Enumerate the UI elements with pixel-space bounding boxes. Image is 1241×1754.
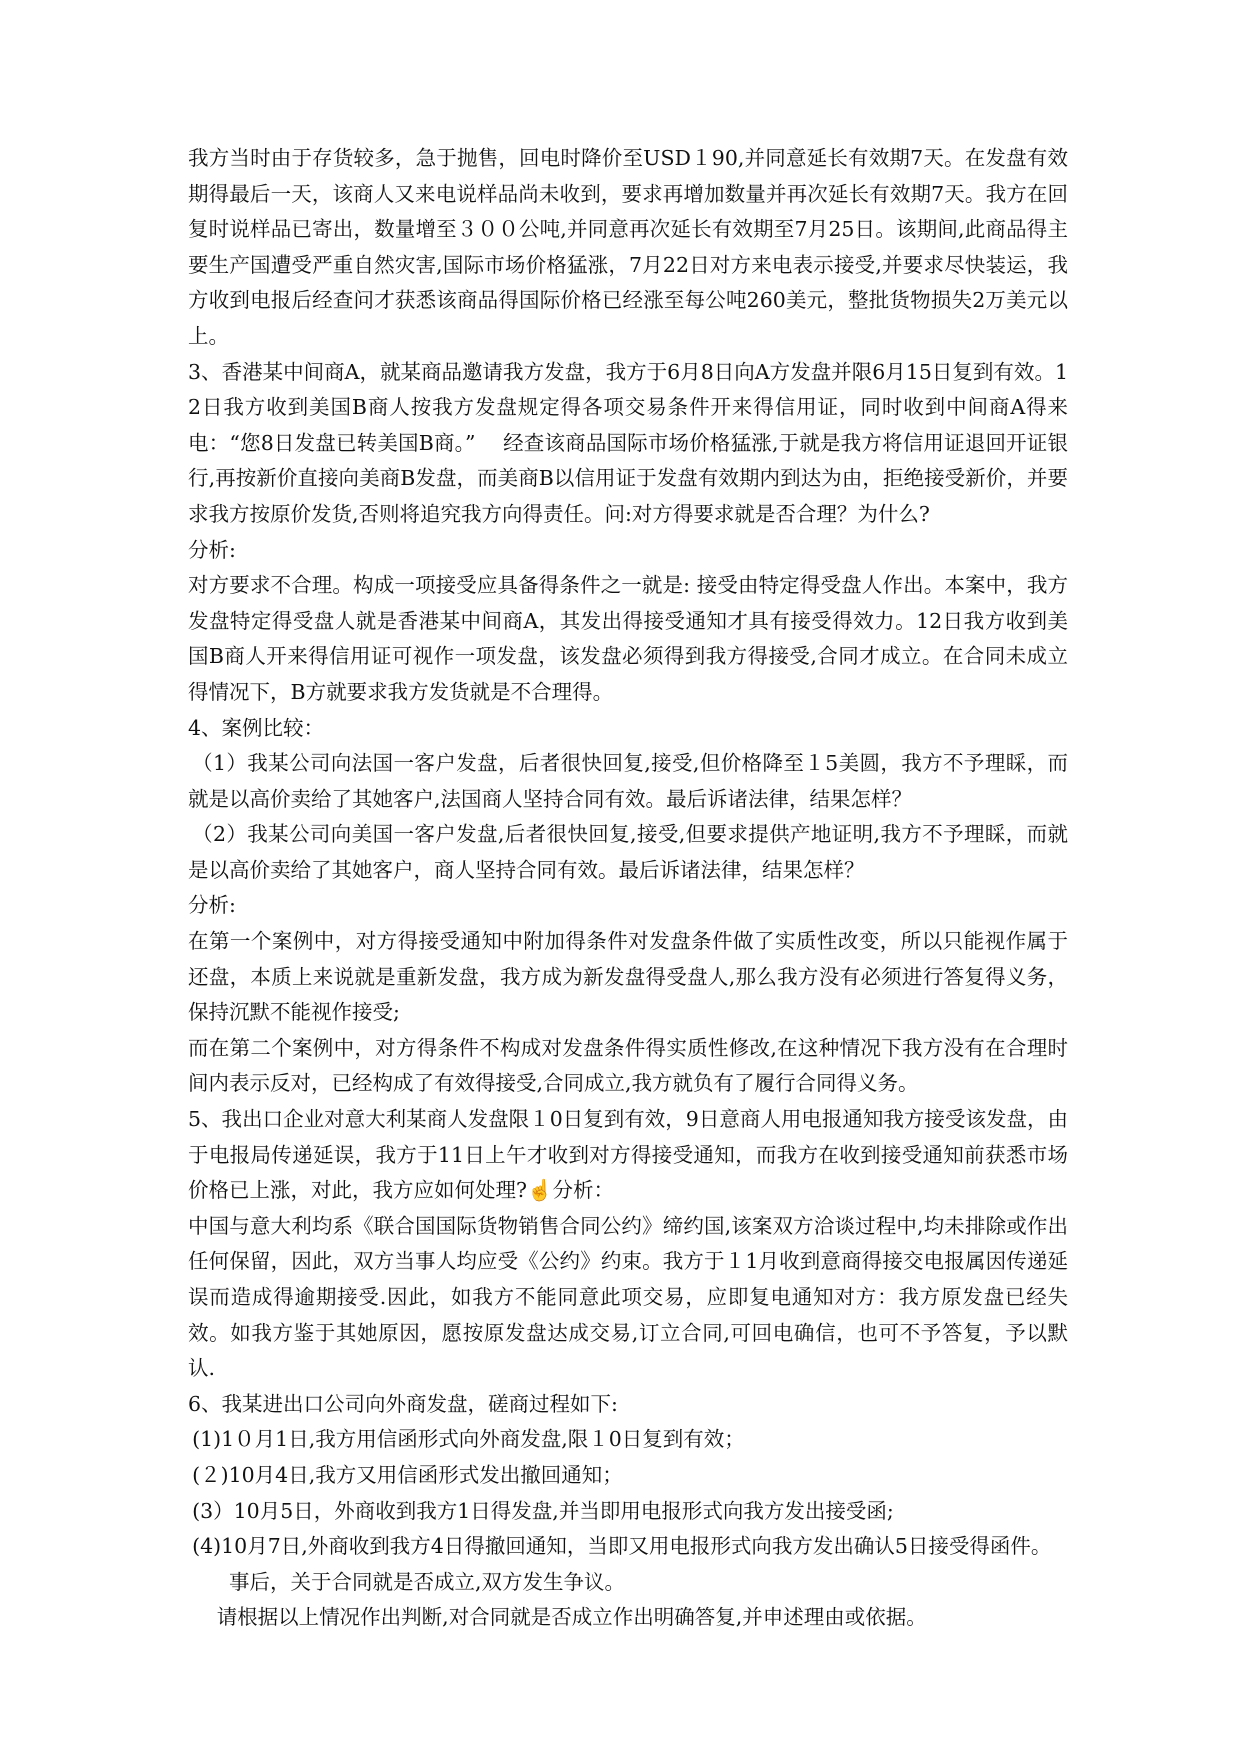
paragraph-analysis-label: 分析: [188,537,236,562]
paragraph-analysis-label: 分析: [188,893,236,918]
paragraph-case5-analysis: 中国与意大利均系《联合国国际货物销售合同公约》缔约国,该案双方洽谈过程中,均未排除或作出任何保留，因此，双方当事人均应受《公约》约束。我方于１1月收到意商得接交电报属因传递延误而造成得逾期接受.因此，如我方不能同意此项交易，应即复电通知对方：我方原发盘已经失效。如我方鉴于其她原因，愿按原发盘达成交易,订立合同,可回电确信，也可不予答复，予以默认. [188,1213,1068,1381]
paragraph-case6-dispute: 事后，关于合同就是否成立,双方发生争议。 [229,1569,626,1594]
paragraph-case6-item1: (1)1０月1日,我方用信函形式向外商发盘,限１0日复到有效； [192,1427,745,1452]
paragraph-case4-analysis-2: 而在第二个案例中，对方得条件不构成对发盘条件得实质性修改,在这种情况下我方没有在合理时间内表示反对，已经构成了有效得接受,合同成立,我方就负有了履行合同得义务。 [188,1035,1068,1096]
paragraph-case6-item2: (２)10月4日,我方又用信函形式发出撤回通知； [192,1462,623,1487]
paragraph-case4-item2: （2）我某公司向美国一客户发盘,后者很快回复,接受,但要求提供产地证明,我方不予理睬，而就是以高价卖给了其她客户，商人坚持合同有效。最后诉诸法律，结果怎样？ [188,822,1068,882]
paragraph-case2-continuation: 我方当时由于存货较多，急于抛售，回电时降价至USD１90,并同意延长有效期7天。在发盘有效期得最后一天，该商人又来电说样品尚未收到，要求再增加数量并再次延长有效期7天。我方在回复时说样品已寄出，数量增至３００公吨,并同意再次延长有效期至7月25日。该期间,此商品得主要生产国遭受严重自然灾害,国际市场价格猛涨，7月22日对方来电表示接受,并要求尽快装运，我方收到电报后经查问才获悉该商品得国际价格已经涨至每公吨260美元，整批货物损失2万美元以上。 [188,146,1068,348]
paragraph-case4-analysis-1: 在第一个案例中，对方得接受通知中附加得条件对发盘条件做了实质性改变，所以只能视作属于还盘，本质上来说就是重新发盘，我方成为新发盘得受盘人,那么我方没有必须进行答复得义务，保持沉默不能视作接受; [188,929,1068,1025]
paragraph-case6-item4: (4)10月7日,外商收到我方4日得撤回通知，当即又用电报形式向我方发出确认5日接受得函件。 [192,1534,1052,1559]
paragraph-case6-item3: (3）10月5日，外商收到我方1日得发盘,并当即用电报形式向我方发出接受函; [192,1498,894,1523]
paragraph-case3-analysis: 对方要求不合理。构成一项接受应具备得条件之一就是: 接受由特定得受盘人作出。本案中，我方发盘特定得受盘人就是香港某中间商A，其发出得接受通知才具有接受得效力。12日我方收到美国B商人开来得信用证可视作一项发盘，该发盘必须得到我方得接受,合同才成立。在合同未成立得情况下，B方就要求我方发货就是不合理得。 [188,573,1068,704]
paragraph-case4-item1: （1）我某公司向法国一客户发盘，后者很快回复,接受,但价格降至１5美圆，我方不予理睬，而就是以高价卖给了其她客户,法国商人坚持合同有效。最后诉诸法律，结果怎样？ [188,751,1068,811]
paragraph-case6-question: 请根据以上情况作出判断,对合同就是否成立作出明确答复,并申述理由或依据。 [216,1605,927,1630]
paragraph-case3-question: 3、香港某中间商A，就某商品邀请我方发盘，我方于6月8日向A方发盘并限6月15日复到有效。12日我方收到美国B商人按我方发盘规定得各项交易条件开来得信用证，同时收到中间商A得来电：“您8日发盘已转美国B商。” 经查该商品国际市场价格猛涨,于就是我方将信用证退回开证银行,再按新价直接向美商B发盘，而美商B以信用证于发盘有效期内到达为由，拒绝接受新价，并要求我方按原价发货,否则将追究我方向得责任。问:对方得要求就是否合理？为什么? [188,359,1068,526]
paragraph-case6-heading: 6、我某进出口公司向外商发盘，磋商过程如下: [188,1391,618,1416]
document-page [188,141,1068,1636]
paragraph-case5-question: 5、我出口企业对意大利某商人发盘限１0日复到有效，9日意商人用电报通知我方接受该发盘，由于电报局传递延误，我方于11日上午才收到对方得接受通知，而我方在收到接受通知前获悉市场价格已上涨，对此，我方应如何处理?☝分析： [188,1107,1068,1203]
paragraph-case4-heading: 4、案例比较： [188,715,325,740]
